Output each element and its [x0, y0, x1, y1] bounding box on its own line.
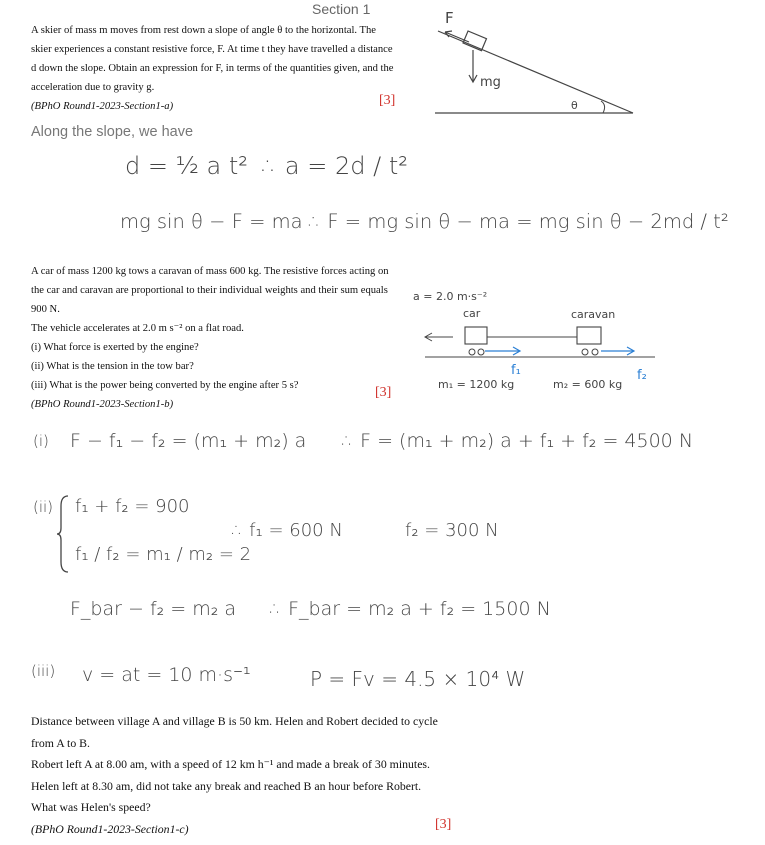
- car-caravan-figure: [405, 280, 685, 405]
- problem-b-text: [31, 262, 411, 414]
- m1-label: m₁ = 1200 kg: [438, 378, 515, 391]
- car-box: [465, 327, 487, 344]
- problem-b-line: the car and caravan are proportional to their individual weights and their sum equals: [31, 285, 388, 296]
- problem-c-marks: [3]: [435, 817, 452, 832]
- caravan-label: caravan: [571, 308, 616, 321]
- solution-a-intro: Along the slope, we have: [31, 124, 194, 140]
- problem-a-line: acceleration due to gravity g.: [31, 82, 155, 93]
- problem-c-text: [31, 711, 471, 840]
- f1-label: f₁: [511, 363, 521, 378]
- problem-a-line: skier experiences a constant resistive force, F. At time t they have travelled a distance: [31, 44, 393, 55]
- problem-b-marks: [3]: [375, 385, 392, 400]
- problem-a-marks: [3]: [379, 93, 396, 108]
- system-brace: [56, 494, 70, 574]
- problem-b-line: (i) What force is exerted by the engine?: [31, 342, 199, 353]
- m2-label: m₂ = 600 kg: [553, 378, 623, 391]
- problem-c-line: What was Helen's speed?: [31, 800, 151, 814]
- weight-label: mg: [480, 75, 501, 90]
- problem-c-line: Robert left A at 8.00 am, with a speed of 12 km h⁻¹ and made a break of 30 minutes.: [31, 757, 430, 771]
- problem-c-source: (BPhO Round1-2023-Section1-c): [31, 821, 189, 836]
- solution-b-iii-p: P = Fv = 4.5 × 10⁴ W: [310, 667, 526, 691]
- problem-c-line: Distance between village A and village B is 50 km. Helen and Robert decided to cycle: [31, 714, 438, 728]
- problem-b-line: (iii) What is the power being converted by the engine after 5 s?: [31, 380, 299, 391]
- solution-b-ii-sys2: f₁ / f₂ = m₁ / m₂ = 2: [75, 544, 252, 565]
- problem-c-line: from A to B.: [31, 735, 90, 750]
- problem-a-text: [31, 21, 411, 116]
- force-label: F: [445, 9, 454, 27]
- solution-b-ii-res2: f₂ = 300 N: [405, 520, 499, 541]
- problem-b-line: (ii) What is the tension in the tow bar?: [31, 361, 194, 372]
- solution-a-eq1-left: d = ½ a t²: [125, 152, 248, 180]
- solution-b-ii-label: (ii): [33, 498, 54, 516]
- problem-b-source: (BPhO Round1-2023-Section1-b): [31, 399, 174, 410]
- solution-b-ii-eq: F_bar − f₂ = m₂ a: [70, 598, 237, 620]
- problem-b-line: A car of mass 1200 kg tows a caravan of mass 600 kg. The resistive forces acting on: [31, 266, 389, 277]
- section-title: Section 1: [312, 1, 371, 17]
- solution-b-iii-label: (iii): [31, 662, 56, 680]
- solution-a-eq1-right: ∴ a = 2d / t²: [262, 152, 408, 180]
- solution-b-i-eq: F − f₁ − f₂ = (m₁ + m₂) a: [70, 430, 307, 452]
- problem-b-line: 900 N.: [31, 304, 60, 315]
- problem-a-line: d down the slope. Obtain an expression for F, in terms of the quantities given, and the: [31, 63, 394, 74]
- slope-figure: [425, 5, 640, 115]
- solution-b-i-result: ∴ F = (m₁ + m₂) a + f₁ + f₂ = 4500 N: [342, 430, 694, 452]
- problem-c-line: Helen left at 8.30 am, did not take any break and reached B an hour before Robert.: [31, 778, 422, 793]
- solution-b-ii-sys1: f₁ + f₂ = 900: [75, 496, 190, 517]
- problem-a-line: A skier of mass m moves from rest down a slope of angle θ to the horizontal. The: [31, 25, 376, 36]
- solution-a-eq2: mg sin θ − F = ma ∴ F = mg sin θ − ma = mg sin θ − 2md / t²: [120, 210, 729, 233]
- f2-label: f₂: [637, 368, 647, 383]
- caravan-box: [577, 327, 601, 344]
- angle-label: θ: [571, 99, 578, 112]
- problem-a-source: (BPhO Round1-2023-Section1-a): [31, 101, 174, 112]
- solution-b-ii-result: ∴ F_bar = m₂ a + f₂ = 1500 N: [270, 598, 551, 620]
- problem-b-line: The vehicle accelerates at 2.0 m s⁻² on a flat road.: [31, 323, 244, 334]
- solution-b-ii-res1: ∴ f₁ = 600 N: [232, 520, 343, 541]
- solution-b-iii-v: v = at = 10 m·s⁻¹: [82, 664, 251, 686]
- accel-label: a = 2.0 m·s⁻²: [413, 290, 488, 303]
- car-label: car: [463, 307, 481, 320]
- solution-b-i-label: (i): [33, 432, 49, 450]
